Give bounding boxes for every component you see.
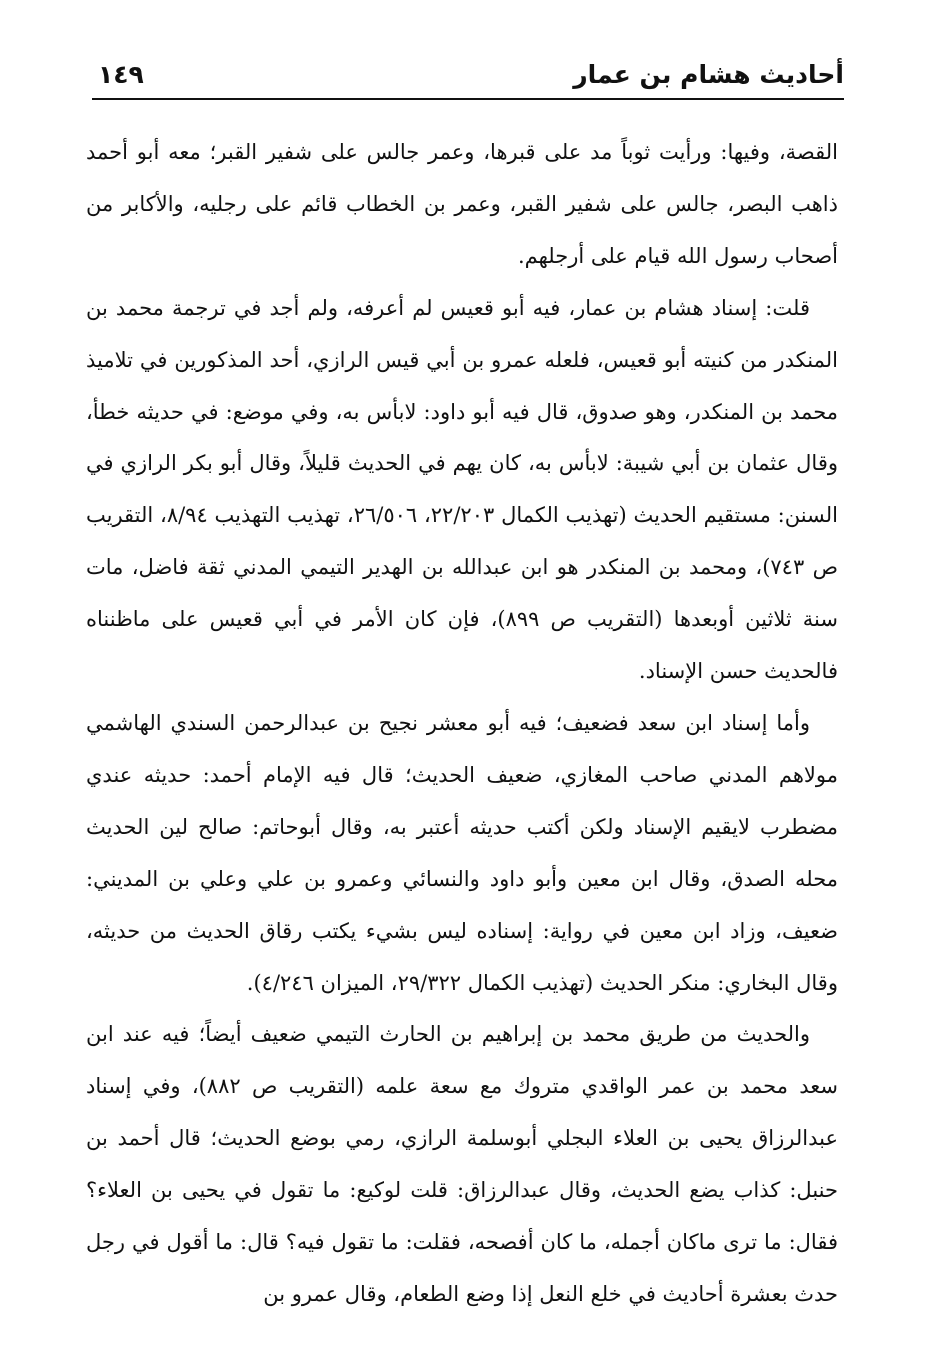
paragraph-isnad-hisham: قلت: إسناد هشام بن عمار، فيه أبو قعيس لم أعرفه، ولم أجد في ترجمة محمد بن المنكدر من كنيته أبو قعيس، فلعله عمرو بن أبي قيس الرازي، أحد المذكورين في تلاميذ محمد بن المنكدر، وهو صدوق، قال فيه أبو داود: لابأس به، وفي موضع: في حديثه خطأ، وقال عثمان بن أبي شيبة: لابأس به، كان يهم في الحديث قليلاً، وقال أبو بكر الرازي في السنن: مستقيم الحديث (تهذيب الكمال ٢٢/٢٠٣، ٢٦/٥٠٦، تهذيب التهذيب ٨/٩٤، التقريب ص ٧٤٣)، ومحمد بن المنكدر هو ابن عبدالله بن الهدير التيمي المدني ثقة فاضل، مات سنة ثلاثين أوبعدها (التقريب ص ٨٩٩)، فإن كان الأمر في أبي قعيس على ماظنناه فالحديث حسن الإسناد. [86,295,839,684]
header-title: أحاديث هشام بن عمار [573,60,844,89]
body-text [86,127,838,1321]
paragraph-isnad-ibn-saad: وأما إسناد ابن سعد فضعيف؛ فيه أبو معشر نجيح بن عبدالرحمن السندي الهاشمي مولاهم المدني صاحب المغازي، ضعيف الحديث؛ قال فيه الإمام أحمد: حديثه عندي مضطرب لايقيم الإسناد ولكن أكتب حديثه أعتبر به، وقال أبوحاتم: صالح لين الحديث محله الصدق، وقال ابن معين وأبو داود والنسائي وعمرو بن علي وعلي بن المديني: ضعيف، وزاد ابن معين في رواية: إسناده ليس بشيء يكتب رقاق الحديث من حديثه، وقال البخاري: منكر الحديث (تهذيب الكمال ٢٩/٣٢٢، الميزان ٤/٢٤٦). [86,710,838,995]
paragraph-continuation: القصة، وفيها: ورأيت ثوباً مد على قبرها، وعمر جالس على شفير القبر؛ معه أبو أحمد ذاهب البصر، جالس على شفير القبر، وعمر بن الخطاب قائم على رجليه، والأكابر من أصحاب رسول الله قيام على أرجلهم. [86,140,838,268]
running-header [92,52,844,100]
page-number: ١٤٩ [98,60,144,89]
paragraph-taymi-route: والحديث من طريق محمد بن إبراهيم بن الحارث التيمي ضعيف أيضاً؛ فيه عند ابن سعد محمد بن عمر الواقدي متروك مع سعة علمه (التقريب ص ٨٨٢)، وفي إسناد عبدالرزاق يحيى بن العلاء البجلي أبوسلمة الرازي، رمي بوضع الحديث؛ قال أحمد بن حنبل: كذاب يضع الحديث، وقال عبدالرزاق: قلت لوكيع: ما تقول في يحيى بن العلاء؟ فقال: ما ترى ماكان أجمله، ما كان أفصحه، فقلت: ما تقول فيه؟ قال: ما أقول في رجل حدث بعشرة أحاديث في خلع النعل إذا وضع الطعام، وقال عمرو بن [86,1022,838,1306]
